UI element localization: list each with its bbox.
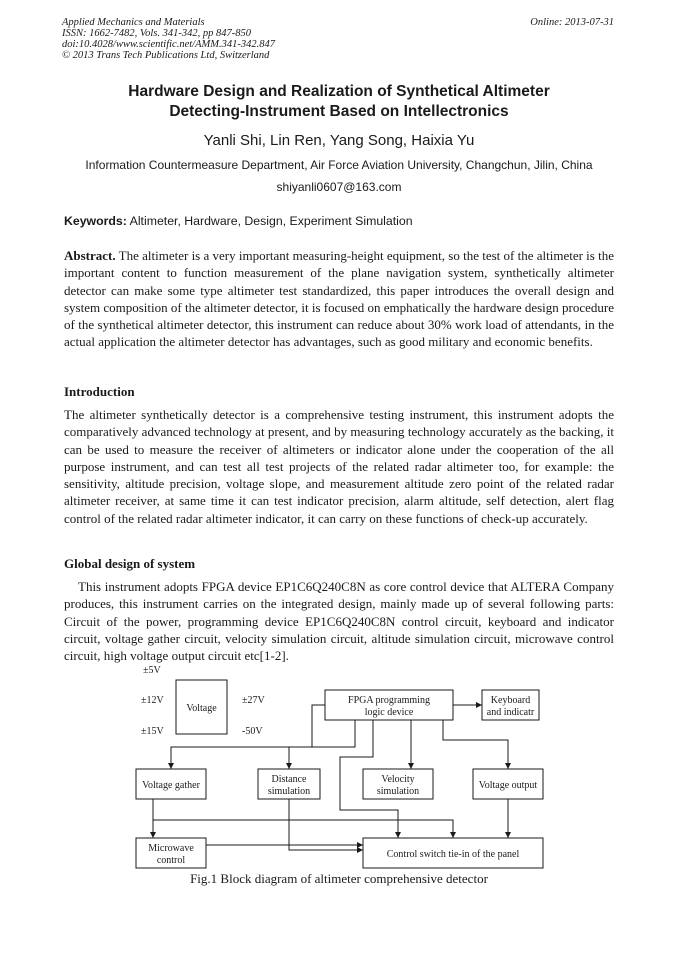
intro-heading: Introduction bbox=[64, 384, 135, 399]
abstract-label: Abstract. bbox=[64, 248, 116, 263]
authors: Yanli Shi, Lin Ren, Yang Song, Haixia Yu bbox=[203, 132, 475, 149]
voltage-label: Voltage bbox=[186, 703, 217, 714]
label-pm5v: ±5V bbox=[143, 665, 161, 676]
doi-line: doi:10.4028/www.scientific.net/AMM.341-342.847 bbox=[62, 39, 275, 50]
microwave-label-1: Microwave bbox=[148, 843, 194, 854]
keyboard-label-1: Keyboard bbox=[490, 695, 531, 706]
keyboard-label-2: and indicatr bbox=[486, 707, 535, 718]
voltage-output-label: Voltage output bbox=[478, 780, 538, 791]
distance-label-1: Distance bbox=[271, 774, 307, 785]
fpga-label-2: logic device bbox=[364, 707, 414, 718]
control-switch-label: Control switch tie-in of the panel bbox=[386, 849, 520, 860]
velocity-label-1: Velocity bbox=[381, 774, 415, 785]
figure-caption: Fig.1 Block diagram of altimeter comprehensive detector bbox=[190, 871, 488, 886]
title-line-1: Hardware Design and Realization of Synthetical Altimeter bbox=[128, 83, 550, 100]
line-distance-switch bbox=[289, 799, 363, 850]
microwave-label-2: control bbox=[156, 855, 186, 866]
global-design-paragraph: This instrument adopts FPGA device EP1C6Q240C8N as core control device that ALTERA Company produces, this instrument carries on the integrated design, mainly made up of several following parts: Circuit of the power, programming device EP1C6Q240C8N control circuit, keyboard and indicator circuit, voltage gather circuit, velocity simulation circuit, altitude simulation circuit, microwave control circuit, high voltage output circuit etc[1-2]. bbox=[64, 579, 614, 664]
keywords-text: Altimeter, Hardware, Design, Experiment Simulation bbox=[126, 214, 413, 228]
fpga-label-1: FPGA programming bbox=[348, 695, 430, 706]
author-email: shiyanli0607@163.com bbox=[276, 180, 402, 194]
online-date: Online: 2013-07-31 bbox=[530, 17, 614, 28]
label-pm12v: ±12V bbox=[141, 695, 164, 706]
keywords-label: Keywords: bbox=[64, 214, 127, 228]
velocity-label-2: simulation bbox=[376, 786, 420, 797]
journal-name: Applied Mechanics and Materials bbox=[62, 17, 205, 28]
label-m50v: -50V bbox=[242, 726, 263, 737]
global-design-heading: Global design of system bbox=[64, 556, 196, 571]
voltage-gather-label: Voltage gather bbox=[142, 780, 200, 791]
abstract-text: The altimeter is a very important measuring-height equipment, so the test of the altimeter is the important content to function measurement of the plane navigation system, synthetically altimeter detector can make some type altimeter test standardized, this paper introduces the overall design and system composition of the altimeter detector, it is focused on emphatically the hardware design procedure of the synthetical altimeter detector, this instrument can reduce about 30% work load of attendants, in the actual application the altimeter detector has advantages, such as good military and economic benefits. bbox=[64, 248, 614, 350]
copyright-line: © 2013 Trans Tech Publications Ltd, Switzerland bbox=[62, 50, 270, 61]
line-gather-switch bbox=[153, 799, 453, 838]
title-line-2: Detecting-Instrument Based on Intellectronics bbox=[169, 102, 509, 120]
issn-line: ISSN: 1662-7482, Vols. 341-342, pp 847-850 bbox=[62, 28, 251, 39]
affiliation: Information Countermeasure Department, Air Force Aviation University, Changchun, Jilin, China bbox=[85, 158, 593, 172]
line-fpga-output bbox=[443, 720, 508, 769]
label-pm15v: ±15V bbox=[141, 726, 164, 737]
label-p27v: ±27V bbox=[242, 695, 265, 706]
distance-label-2: simulation bbox=[267, 786, 311, 797]
intro-paragraph: The altimeter synthetically detector is a comprehensive testing instrument, this instrument adopts the comparatively advanced technology at present, and by measuring technology accurately as the backing, it can be used to measure the receiver of altimeters or indicator alone under the cooperation of the all purpose instrument, and can test all test projects of the related radar altimeter too, for example: the sensitivity, altitude precision, voltage slope, and measurement altitude zero point of the related radar altimeter receiver, at same time it can test indicator precision, alarm altitude, self detection, alert flag control of the related radar altimeter indicator, it can carry on these functions of check-up accurately. bbox=[64, 407, 614, 526]
line-fpga-distance bbox=[289, 720, 355, 769]
